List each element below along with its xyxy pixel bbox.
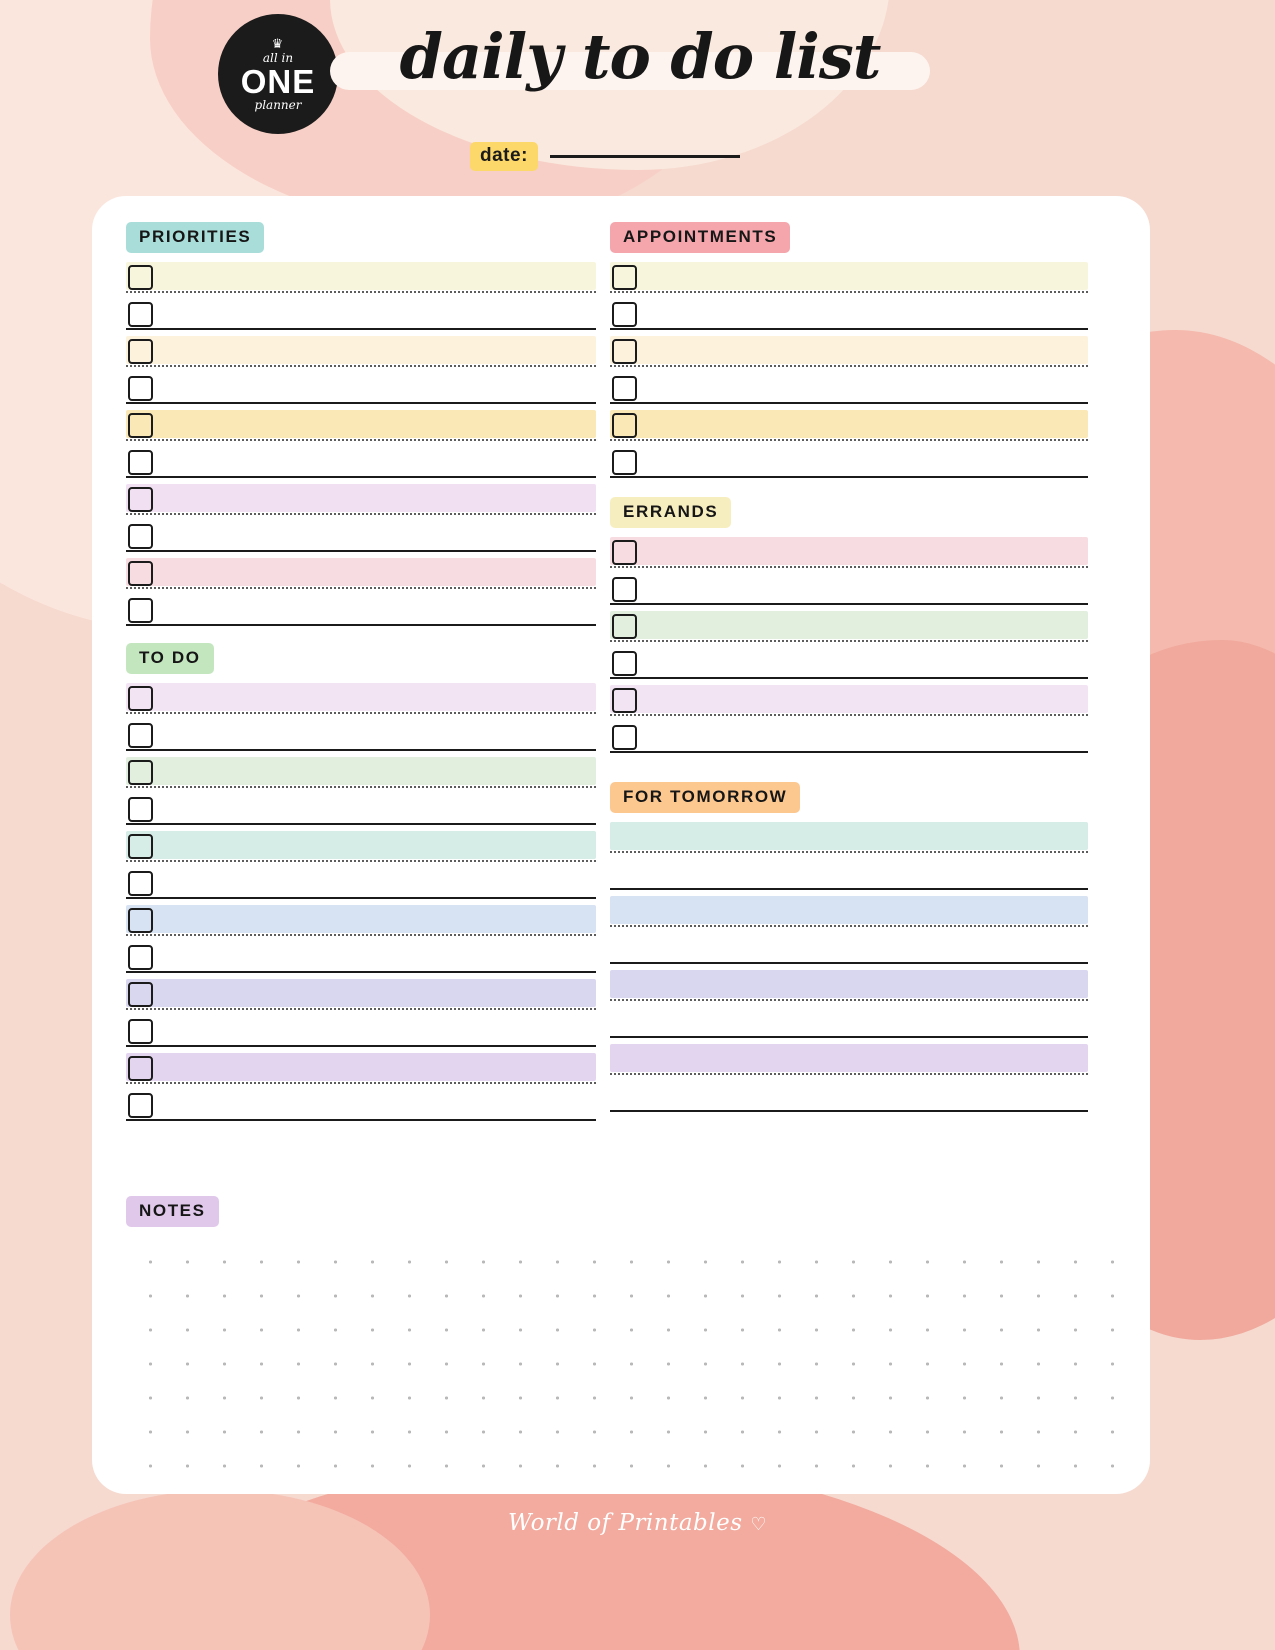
task-checkbox[interactable] — [128, 598, 153, 623]
row-rule — [610, 1036, 1088, 1038]
row-band — [126, 757, 596, 785]
to-do-rows — [126, 680, 596, 1124]
row-rule — [610, 1110, 1088, 1112]
row-rule — [126, 971, 596, 973]
task-checkbox[interactable] — [612, 265, 637, 290]
task-row[interactable] — [126, 1087, 596, 1124]
task-row[interactable] — [126, 902, 596, 939]
task-checkbox[interactable] — [128, 1056, 153, 1081]
row-rule — [126, 860, 596, 862]
row-band — [126, 1090, 596, 1118]
task-row[interactable] — [126, 407, 596, 444]
row-rule — [610, 962, 1088, 964]
row-rule — [126, 786, 596, 788]
task-row[interactable] — [126, 717, 596, 754]
row-band — [610, 933, 1088, 961]
row-band — [610, 1044, 1088, 1072]
task-checkbox[interactable] — [612, 540, 637, 565]
row-band — [126, 868, 596, 896]
task-row[interactable] — [610, 608, 1088, 645]
row-rule — [126, 624, 596, 626]
task-checkbox[interactable] — [128, 487, 153, 512]
row-rule — [126, 439, 596, 441]
section-title-to-do: TO DO — [126, 643, 214, 674]
task-checkbox[interactable] — [612, 651, 637, 676]
row-rule — [610, 439, 1088, 441]
row-band — [610, 722, 1088, 750]
row-rule — [610, 1073, 1088, 1075]
row-band — [126, 447, 596, 475]
priorities-rows — [126, 259, 596, 629]
notes-dot-grid[interactable] — [126, 1237, 1116, 1487]
section-for-tomorrow — [610, 782, 1088, 1115]
row-band — [610, 859, 1088, 887]
row-band — [126, 942, 596, 970]
task-checkbox[interactable] — [128, 908, 153, 933]
right-column — [610, 222, 1088, 1115]
brand-logo — [218, 14, 338, 134]
task-checkbox[interactable] — [128, 376, 153, 401]
heart-icon: ♡ — [750, 1514, 768, 1535]
task-checkbox[interactable] — [128, 797, 153, 822]
task-checkbox[interactable] — [128, 265, 153, 290]
section-priorities — [126, 222, 596, 629]
task-row[interactable] — [610, 259, 1088, 296]
row-rule — [610, 566, 1088, 568]
row-band — [610, 447, 1088, 475]
logo-line-1: all in — [262, 50, 294, 65]
task-row[interactable] — [126, 481, 596, 518]
task-row[interactable] — [610, 819, 1088, 856]
task-checkbox[interactable] — [612, 413, 637, 438]
row-rule — [126, 476, 596, 478]
row-band — [126, 905, 596, 933]
task-row[interactable] — [126, 680, 596, 717]
task-row[interactable] — [610, 682, 1088, 719]
row-rule — [126, 513, 596, 515]
task-row[interactable] — [126, 592, 596, 629]
row-band — [610, 299, 1088, 327]
task-checkbox[interactable] — [128, 760, 153, 785]
row-rule — [610, 925, 1088, 927]
task-row[interactable] — [610, 1078, 1088, 1115]
date-row — [470, 142, 740, 171]
task-row[interactable] — [610, 1041, 1088, 1078]
task-row[interactable] — [126, 865, 596, 902]
row-band — [126, 1053, 596, 1081]
row-rule — [610, 640, 1088, 642]
task-row[interactable] — [126, 754, 596, 791]
row-band — [126, 336, 596, 364]
task-checkbox[interactable] — [128, 413, 153, 438]
row-rule — [610, 751, 1088, 753]
section-title-errands: ERRANDS — [610, 497, 731, 528]
row-rule — [126, 1082, 596, 1084]
task-checkbox[interactable] — [128, 945, 153, 970]
row-band — [610, 1081, 1088, 1109]
row-rule — [126, 550, 596, 552]
row-rule — [610, 328, 1088, 330]
date-label: date: — [470, 142, 538, 171]
task-checkbox[interactable] — [128, 339, 153, 364]
task-row[interactable] — [610, 296, 1088, 333]
task-row[interactable] — [610, 856, 1088, 893]
task-checkbox[interactable] — [612, 614, 637, 639]
row-rule — [126, 365, 596, 367]
task-row[interactable] — [126, 828, 596, 865]
task-checkbox[interactable] — [612, 688, 637, 713]
task-row[interactable] — [610, 571, 1088, 608]
task-row[interactable] — [610, 534, 1088, 571]
task-checkbox[interactable] — [612, 577, 637, 602]
task-checkbox[interactable] — [128, 302, 153, 327]
errands-rows — [610, 534, 1088, 756]
row-rule — [126, 402, 596, 404]
row-rule — [610, 291, 1088, 293]
section-title-notes: NOTES — [126, 1196, 219, 1227]
task-checkbox[interactable] — [128, 1093, 153, 1118]
left-column — [126, 222, 596, 1124]
row-rule — [610, 476, 1088, 478]
for-tomorrow-rows — [610, 819, 1088, 1115]
row-rule — [126, 328, 596, 330]
task-row[interactable] — [126, 296, 596, 333]
task-row[interactable] — [610, 645, 1088, 682]
task-row[interactable] — [610, 893, 1088, 930]
row-rule — [610, 714, 1088, 716]
row-band — [610, 262, 1088, 290]
row-rule — [610, 999, 1088, 1001]
task-row[interactable] — [126, 370, 596, 407]
crown-icon: ♛ — [271, 36, 285, 52]
task-row[interactable] — [610, 719, 1088, 756]
task-checkbox[interactable] — [128, 1019, 153, 1044]
row-band — [126, 373, 596, 401]
task-checkbox[interactable] — [128, 450, 153, 475]
appointments-rows — [610, 259, 1088, 481]
row-band — [610, 336, 1088, 364]
task-row[interactable] — [126, 333, 596, 370]
date-input[interactable] — [550, 154, 740, 158]
row-band — [610, 574, 1088, 602]
task-row[interactable] — [126, 444, 596, 481]
task-row[interactable] — [610, 333, 1088, 370]
row-band — [126, 683, 596, 711]
section-notes — [126, 1196, 1116, 1487]
task-checkbox[interactable] — [128, 982, 153, 1007]
section-appointments — [610, 222, 1088, 481]
row-band — [126, 720, 596, 748]
task-checkbox[interactable] — [612, 302, 637, 327]
task-row[interactable] — [126, 1013, 596, 1050]
row-rule — [610, 603, 1088, 605]
row-band — [126, 794, 596, 822]
task-checkbox[interactable] — [128, 834, 153, 859]
task-row[interactable] — [126, 976, 596, 1013]
logo-line-3: planner — [254, 97, 302, 112]
task-checkbox[interactable] — [128, 871, 153, 896]
row-band — [610, 1007, 1088, 1035]
row-band — [610, 970, 1088, 998]
task-row[interactable] — [610, 1004, 1088, 1041]
task-checkbox[interactable] — [612, 339, 637, 364]
row-rule — [610, 677, 1088, 679]
task-checkbox[interactable] — [612, 725, 637, 750]
task-row[interactable] — [126, 791, 596, 828]
row-rule — [126, 897, 596, 899]
row-rule — [126, 1045, 596, 1047]
task-checkbox[interactable] — [612, 450, 637, 475]
row-band — [126, 831, 596, 859]
row-band — [126, 484, 596, 512]
row-rule — [126, 934, 596, 936]
row-band — [126, 595, 596, 623]
section-errands — [610, 497, 1088, 756]
row-rule — [126, 1008, 596, 1010]
row-band — [126, 262, 596, 290]
row-band — [610, 896, 1088, 924]
row-band — [610, 373, 1088, 401]
task-row[interactable] — [126, 555, 596, 592]
footer-brand — [0, 1510, 1275, 1536]
section-title-priorities: PRIORITIES — [126, 222, 264, 253]
task-row[interactable] — [126, 518, 596, 555]
row-band — [610, 685, 1088, 713]
task-row[interactable] — [126, 1050, 596, 1087]
row-band — [610, 611, 1088, 639]
row-band — [126, 979, 596, 1007]
task-row[interactable] — [610, 444, 1088, 481]
task-checkbox[interactable] — [128, 561, 153, 586]
section-to-do — [126, 643, 596, 1124]
task-row[interactable] — [126, 939, 596, 976]
footer-text: World of Printables — [507, 1510, 743, 1536]
row-band — [126, 410, 596, 438]
row-rule — [126, 749, 596, 751]
row-rule — [126, 823, 596, 825]
row-band — [126, 299, 596, 327]
task-checkbox[interactable] — [612, 376, 637, 401]
row-rule — [610, 888, 1088, 890]
row-rule — [610, 402, 1088, 404]
task-checkbox[interactable] — [128, 524, 153, 549]
row-band — [126, 1016, 596, 1044]
row-band — [126, 521, 596, 549]
row-rule — [126, 291, 596, 293]
task-row[interactable] — [610, 967, 1088, 1004]
page-title: daily to do list — [399, 20, 881, 93]
row-band — [126, 558, 596, 586]
row-band — [610, 410, 1088, 438]
page-header — [0, 0, 1275, 200]
row-band — [610, 822, 1088, 850]
row-band — [610, 537, 1088, 565]
task-row[interactable] — [610, 407, 1088, 444]
row-rule — [126, 1119, 596, 1121]
logo-line-2: ONE — [240, 62, 316, 100]
section-title-for-tomorrow: FOR TOMORROW — [610, 782, 800, 813]
row-rule — [126, 712, 596, 714]
task-checkbox[interactable] — [128, 686, 153, 711]
row-rule — [610, 365, 1088, 367]
row-band — [610, 648, 1088, 676]
task-checkbox[interactable] — [128, 723, 153, 748]
task-row[interactable] — [126, 259, 596, 296]
row-rule — [126, 587, 596, 589]
task-row[interactable] — [610, 370, 1088, 407]
section-title-appointments: APPOINTMENTS — [610, 222, 790, 253]
task-row[interactable] — [610, 930, 1088, 967]
planner-sheet — [92, 196, 1150, 1494]
row-rule — [610, 851, 1088, 853]
